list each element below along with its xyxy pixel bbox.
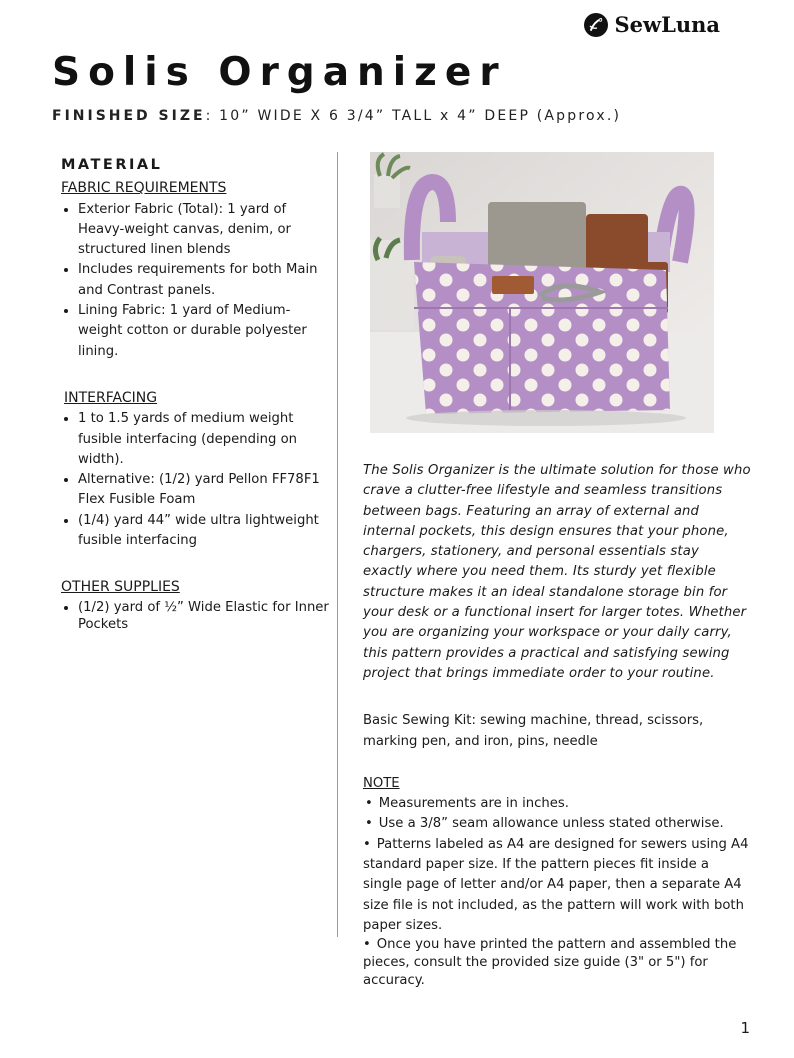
list-item: • Once you have printed the pattern and assembled the pieces, consult the provided size guide (3" or 5") for accuracy. (363, 936, 751, 990)
description-column (363, 461, 751, 990)
material-heading: MATERIAL (61, 157, 163, 173)
list-item: • Alternative: (1/2) yard Pellon FF78F1 Flex Fusible Foam (78, 470, 329, 511)
column-divider (337, 152, 338, 937)
finished-size-value: : 10” WIDE X 6 3/4” TALL x 4” DEEP (Approx.) (205, 108, 622, 124)
other-supplies-heading: OTHER SUPPLIES (61, 579, 180, 596)
fabric-list (61, 200, 329, 362)
other-supplies-section (61, 577, 329, 633)
product-photo (370, 152, 714, 433)
fabric-section (61, 178, 329, 362)
finished-size (52, 108, 621, 124)
description-paragraph: The Solis Organizer is the ultimate solution for those who crave a clutter-free lifestyle and seamless transitions between bags. Featuring an array of external and internal pockets, this design ensures that your phone, chargers, stationery, and personal essentials stay exactly where you need them. Its sturdy yet flexible structure makes it an ideal standalone storage bin for your desk or a functional insert for larger totes. Whether you are organizing your workspace or your daily carry, this pattern provides a practical and satisfying sewing project that brings immediate order to your routine. (363, 463, 751, 681)
list-item: • 1 to 1.5 yards of medium weight fusible interfacing (depending on width). (78, 409, 329, 470)
list-item: • Includes requirements for both Main and Contrast panels. (78, 260, 329, 301)
sewing-kit-text: Basic Sewing Kit: sewing machine, thread, scissors, marking pen, and iron, pins, needle (363, 713, 704, 749)
page-number: 1 (740, 1019, 750, 1037)
list-item: • Exterior Fabric (Total): 1 yard of Heavy-weight canvas, denim, or structured linen blends (78, 200, 329, 261)
brand-logo (584, 12, 720, 37)
list-item: • Lining Fabric: 1 yard of Medium-weight cotton or durable polyester lining. (78, 301, 329, 362)
list-item: • Patterns labeled as A4 are designed for sewers using A4 standard paper size. If the pattern pieces fit inside a single page of letter and/or A4 paper, then a separate A4 size file is not included, as the pattern will work with both paper sizes. (363, 835, 751, 936)
interfacing-heading: INTERFACING (64, 389, 158, 406)
list-item: • Use a 3/8” seam allowance unless stated otherwise. (363, 814, 751, 834)
interfacing-section (61, 388, 329, 551)
note-heading: NOTE (363, 775, 400, 791)
note-list (363, 794, 751, 990)
list-item: • Measurements are in inches. (363, 794, 751, 814)
brand-name: SewLuna (614, 12, 720, 37)
list-item: • (1/2) yard of ½” Wide Elastic for Inner Pockets (78, 599, 329, 634)
needle-logo-icon (584, 13, 608, 37)
interfacing-list (64, 409, 329, 551)
page-title: Solis Organizer (52, 50, 507, 95)
list-item: • (1/4) yard 44” wide ultra lightweight fusible interfacing (78, 511, 329, 552)
fabric-heading: FABRIC REQUIREMENTS (61, 180, 227, 197)
other-supplies-list (61, 599, 329, 634)
finished-size-label: FINISHED SIZE (52, 108, 206, 124)
material-column (61, 155, 329, 634)
